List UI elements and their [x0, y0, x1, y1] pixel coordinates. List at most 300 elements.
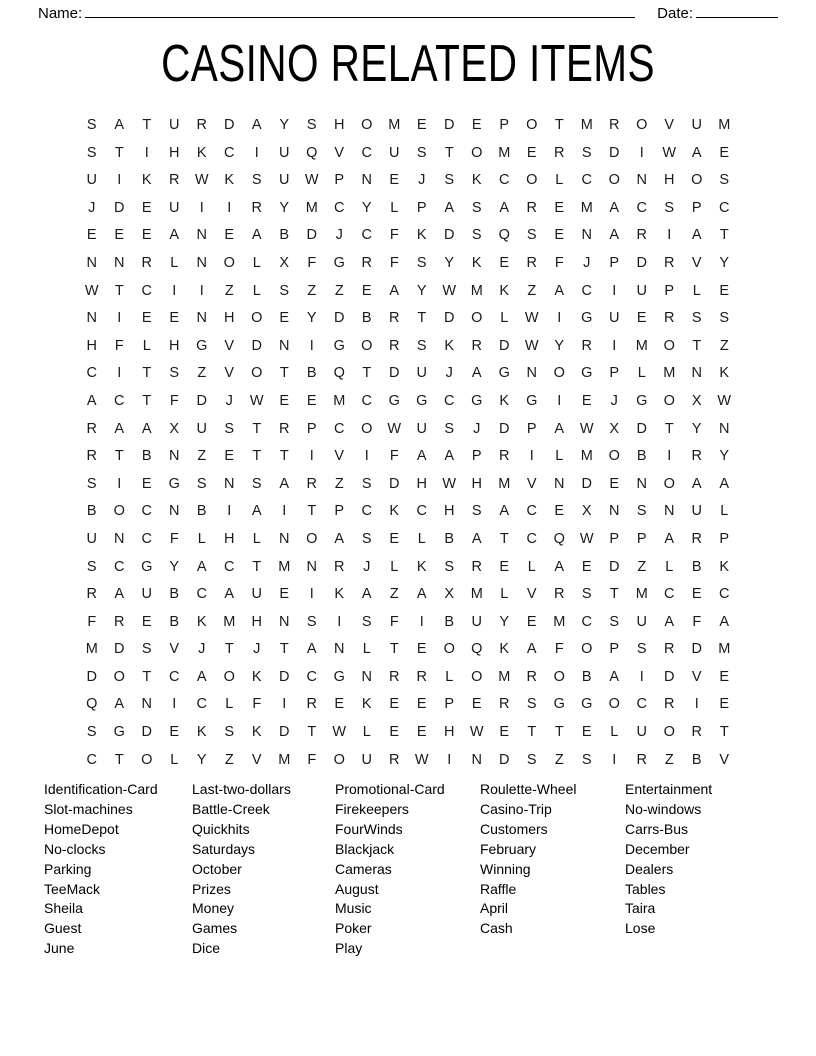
grid-letter[interactable]: H — [86, 337, 97, 354]
grid-letter[interactable]: A — [499, 503, 510, 520]
grid-letter[interactable]: H — [251, 613, 262, 630]
grid-letter[interactable]: H — [224, 310, 235, 327]
grid-letter[interactable]: T — [252, 448, 262, 465]
grid-letter[interactable]: S — [691, 310, 702, 327]
grid-letter[interactable]: E — [141, 310, 152, 327]
grid-letter[interactable]: N — [664, 503, 675, 520]
grid-letter[interactable]: Y — [196, 751, 207, 768]
word-bank-item[interactable]: Taira — [625, 900, 656, 917]
grid-letter[interactable]: M — [278, 751, 291, 768]
word-bank-item[interactable]: Sheila — [44, 900, 83, 917]
grid-letter[interactable]: O — [636, 117, 648, 133]
grid-letter[interactable]: O — [141, 751, 153, 768]
grid-letter[interactable]: G — [581, 310, 593, 327]
grid-letter[interactable]: F — [554, 254, 564, 271]
grid-letter[interactable]: A — [444, 448, 455, 465]
word-bank-item[interactable]: Raffle — [480, 880, 517, 897]
grid-letter[interactable]: V — [526, 586, 537, 603]
word-bank-item[interactable]: Saturdays — [192, 840, 256, 857]
grid-letter[interactable]: X — [691, 392, 702, 409]
grid-letter[interactable]: I — [309, 586, 314, 603]
grid-letter[interactable]: G — [113, 724, 125, 741]
grid-letter[interactable]: B — [196, 503, 207, 520]
grid-letter[interactable]: O — [663, 337, 675, 354]
grid-letter[interactable]: L — [417, 530, 426, 547]
word-bank-item[interactable]: Last-two-dollars — [192, 781, 291, 797]
grid-letter[interactable]: Z — [334, 282, 344, 299]
grid-letter[interactable]: R — [609, 117, 620, 133]
grid-letter[interactable]: S — [251, 172, 262, 189]
grid-letter[interactable]: L — [500, 586, 509, 603]
grid-letter[interactable]: O — [113, 668, 125, 685]
grid-letter[interactable]: Y — [279, 117, 290, 133]
grid-letter[interactable]: J — [583, 254, 591, 271]
grid-letter[interactable]: U — [86, 530, 97, 547]
grid-letter[interactable]: Z — [197, 448, 207, 465]
grid-letter[interactable]: O — [223, 254, 235, 271]
grid-letter[interactable]: O — [361, 420, 373, 437]
grid-letter[interactable]: Y — [169, 558, 180, 575]
grid-letter[interactable]: P — [664, 282, 675, 299]
grid-letter[interactable]: O — [361, 117, 373, 133]
grid-letter[interactable]: U — [609, 310, 620, 327]
grid-letter[interactable]: U — [361, 751, 372, 768]
grid-letter[interactable]: L — [637, 365, 646, 382]
grid-letter[interactable]: A — [691, 144, 702, 161]
word-bank-item[interactable]: Quickhits — [192, 820, 250, 837]
grid-letter[interactable]: V — [334, 448, 345, 465]
name-input-line[interactable] — [85, 4, 635, 18]
grid-letter[interactable]: C — [636, 696, 647, 713]
grid-letter[interactable]: G — [416, 392, 428, 409]
grid-letter[interactable]: A — [554, 420, 565, 437]
grid-letter[interactable]: A — [196, 558, 207, 575]
grid-letter[interactable]: S — [581, 144, 592, 161]
grid-letter[interactable]: T — [362, 365, 372, 382]
word-bank-item[interactable]: August — [335, 880, 379, 897]
grid-letter[interactable]: M — [718, 641, 731, 658]
word-bank-item[interactable]: Tables — [625, 880, 666, 897]
grid-letter[interactable]: R — [664, 254, 675, 271]
grid-letter[interactable]: T — [142, 117, 152, 133]
grid-letter[interactable]: K — [499, 641, 510, 658]
grid-letter[interactable]: W — [84, 282, 99, 299]
word-bank-item[interactable]: Slot-machines — [44, 800, 133, 817]
grid-letter[interactable]: U — [251, 586, 262, 603]
grid-letter[interactable]: S — [86, 558, 97, 575]
grid-letter[interactable]: Q — [498, 227, 510, 244]
grid-letter[interactable]: N — [114, 254, 125, 271]
grid-letter[interactable]: S — [444, 558, 455, 575]
grid-letter[interactable]: D — [389, 475, 400, 492]
grid-letter[interactable]: E — [554, 199, 565, 216]
grid-letter[interactable]: C — [114, 392, 125, 409]
word-bank-item[interactable]: No-windows — [625, 800, 702, 817]
grid-letter[interactable]: T — [114, 448, 124, 465]
grid-letter[interactable]: A — [471, 365, 482, 382]
grid-letter[interactable]: D — [389, 365, 400, 382]
grid-letter[interactable]: E — [114, 227, 125, 244]
grid-letter[interactable]: L — [665, 558, 674, 575]
grid-letter[interactable]: T — [609, 586, 619, 603]
grid-letter[interactable]: F — [692, 613, 702, 630]
grid-letter[interactable]: M — [498, 475, 511, 492]
grid-letter[interactable]: L — [170, 751, 179, 768]
grid-letter[interactable]: W — [579, 420, 594, 437]
grid-letter[interactable]: Z — [197, 365, 207, 382]
grid-letter[interactable]: P — [691, 199, 702, 216]
grid-letter[interactable]: O — [471, 668, 483, 685]
grid-letter[interactable]: R — [554, 144, 565, 161]
word-bank-item[interactable]: Carrs-Bus — [625, 820, 689, 837]
grid-letter[interactable]: T — [499, 530, 509, 547]
word-bank-item[interactable]: Money — [192, 900, 235, 917]
grid-letter[interactable]: P — [526, 420, 537, 437]
grid-letter[interactable]: A — [719, 613, 730, 630]
grid-letter[interactable]: R — [196, 117, 207, 133]
grid-letter[interactable]: C — [361, 144, 372, 161]
grid-letter[interactable]: E — [389, 696, 400, 713]
grid-letter[interactable]: N — [636, 475, 647, 492]
grid-letter[interactable]: R — [114, 613, 125, 630]
grid-letter[interactable]: Z — [664, 751, 674, 768]
grid-letter[interactable]: I — [419, 613, 424, 630]
word-bank-item[interactable]: Customers — [480, 820, 548, 837]
grid-letter[interactable]: C — [361, 227, 372, 244]
grid-letter[interactable]: A — [691, 227, 702, 244]
grid-letter[interactable]: O — [691, 172, 703, 189]
grid-letter[interactable]: R — [389, 337, 400, 354]
grid-letter[interactable]: S — [279, 282, 290, 299]
grid-letter[interactable]: D — [279, 668, 290, 685]
grid-letter[interactable]: S — [719, 172, 730, 189]
grid-letter[interactable]: G — [636, 392, 648, 409]
grid-letter[interactable]: Y — [279, 199, 290, 216]
grid-letter[interactable]: A — [719, 475, 730, 492]
grid-letter[interactable]: E — [719, 144, 730, 161]
grid-letter[interactable]: F — [307, 751, 317, 768]
grid-letter[interactable]: S — [169, 365, 180, 382]
grid-letter[interactable]: D — [664, 668, 675, 685]
grid-letter[interactable]: S — [86, 475, 97, 492]
word-bank-item[interactable]: Games — [192, 920, 238, 937]
grid-letter[interactable]: E — [306, 392, 317, 409]
grid-letter[interactable]: R — [691, 530, 702, 547]
grid-letter[interactable]: N — [279, 337, 290, 354]
grid-letter[interactable]: D — [306, 227, 317, 244]
grid-letter[interactable]: J — [88, 199, 96, 216]
grid-letter[interactable]: B — [169, 586, 180, 603]
grid-letter[interactable]: R — [691, 448, 702, 465]
grid-letter[interactable]: T — [554, 724, 564, 741]
grid-letter[interactable]: X — [444, 586, 455, 603]
grid-letter[interactable]: T — [417, 310, 427, 327]
grid-letter[interactable]: T — [114, 751, 124, 768]
grid-letter[interactable]: S — [361, 475, 372, 492]
grid-letter[interactable]: O — [581, 641, 593, 658]
grid-letter[interactable]: O — [553, 365, 565, 382]
grid-letter[interactable]: T — [252, 558, 262, 575]
grid-letter[interactable]: A — [279, 475, 290, 492]
grid-letter[interactable]: C — [86, 365, 97, 382]
grid-letter[interactable]: V — [691, 254, 702, 271]
grid-letter[interactable]: M — [635, 586, 648, 603]
grid-letter[interactable]: C — [499, 172, 510, 189]
grid-letter[interactable]: N — [279, 613, 290, 630]
grid-letter[interactable]: A — [114, 420, 125, 437]
grid-letter[interactable]: L — [252, 254, 261, 271]
grid-letter[interactable]: D — [86, 668, 97, 685]
grid-letter[interactable]: J — [198, 641, 206, 658]
grid-letter[interactable]: O — [471, 310, 483, 327]
grid-letter[interactable]: D — [196, 392, 207, 409]
grid-letter[interactable]: E — [719, 696, 730, 713]
grid-letter[interactable]: S — [306, 613, 317, 630]
grid-letter[interactable]: D — [334, 310, 345, 327]
grid-letter[interactable]: C — [141, 530, 152, 547]
grid-letter[interactable]: M — [388, 117, 401, 133]
grid-letter[interactable]: R — [279, 420, 290, 437]
grid-letter[interactable]: S — [526, 696, 537, 713]
grid-letter[interactable]: E — [361, 282, 372, 299]
grid-letter[interactable]: J — [363, 558, 371, 575]
grid-letter[interactable]: R — [526, 254, 537, 271]
grid-letter[interactable]: J — [610, 392, 618, 409]
grid-letter[interactable]: V — [169, 641, 180, 658]
grid-letter[interactable]: M — [663, 365, 676, 382]
grid-letter[interactable]: G — [553, 696, 565, 713]
grid-letter[interactable]: R — [389, 751, 400, 768]
grid-letter[interactable]: K — [416, 227, 427, 244]
grid-letter[interactable]: S — [224, 724, 235, 741]
grid-letter[interactable]: S — [581, 586, 592, 603]
grid-letter[interactable]: O — [333, 751, 345, 768]
grid-letter[interactable]: B — [279, 227, 290, 244]
grid-letter[interactable]: U — [636, 724, 647, 741]
grid-letter[interactable]: M — [333, 392, 346, 409]
grid-letter[interactable]: T — [444, 144, 454, 161]
grid-letter[interactable]: F — [169, 392, 179, 409]
grid-letter[interactable]: N — [691, 365, 702, 382]
grid-letter[interactable]: T — [692, 337, 702, 354]
grid-letter[interactable]: N — [361, 668, 372, 685]
grid-letter[interactable]: W — [387, 420, 402, 437]
grid-letter[interactable]: U — [636, 613, 647, 630]
grid-letter[interactable]: R — [251, 199, 262, 216]
grid-letter[interactable]: I — [309, 448, 314, 465]
grid-letter[interactable]: R — [664, 310, 675, 327]
grid-letter[interactable]: L — [362, 641, 371, 658]
grid-letter[interactable]: E — [499, 724, 510, 741]
grid-letter[interactable]: O — [443, 641, 455, 658]
grid-letter[interactable]: I — [117, 365, 122, 382]
grid-letter[interactable]: F — [389, 254, 399, 271]
grid-letter[interactable]: L — [610, 724, 619, 741]
grid-letter[interactable]: E — [224, 227, 235, 244]
grid-letter[interactable]: A — [389, 282, 400, 299]
grid-letter[interactable]: F — [87, 613, 97, 630]
grid-letter[interactable]: D — [279, 724, 290, 741]
grid-letter[interactable]: A — [251, 117, 262, 133]
grid-letter[interactable]: E — [279, 586, 290, 603]
grid-letter[interactable]: R — [361, 254, 372, 271]
grid-letter[interactable]: I — [557, 392, 562, 409]
grid-letter[interactable]: D — [141, 724, 152, 741]
grid-letter[interactable]: S — [224, 420, 235, 437]
grid-letter[interactable]: X — [169, 420, 180, 437]
grid-letter[interactable]: O — [663, 724, 675, 741]
grid-letter[interactable]: A — [141, 420, 152, 437]
grid-letter[interactable]: V — [691, 668, 702, 685]
grid-letter[interactable]: I — [364, 448, 369, 465]
grid-letter[interactable]: R — [499, 696, 510, 713]
grid-letter[interactable]: H — [444, 724, 455, 741]
grid-letter[interactable]: E — [471, 696, 482, 713]
grid-letter[interactable]: I — [639, 668, 644, 685]
grid-letter[interactable]: B — [444, 530, 455, 547]
grid-letter[interactable]: V — [224, 337, 235, 354]
grid-letter[interactable]: S — [471, 199, 482, 216]
grid-letter[interactable]: U — [169, 199, 180, 216]
grid-letter[interactable]: S — [306, 117, 317, 133]
word-bank-item[interactable]: Promotional-Card — [335, 781, 445, 797]
grid-letter[interactable]: A — [306, 641, 317, 658]
grid-letter[interactable]: S — [86, 144, 97, 161]
grid-letter[interactable]: N — [169, 448, 180, 465]
grid-letter[interactable]: L — [390, 558, 399, 575]
grid-letter[interactable]: M — [635, 337, 648, 354]
grid-letter[interactable]: D — [609, 558, 620, 575]
grid-letter[interactable]: K — [389, 503, 400, 520]
grid-letter[interactable]: S — [636, 641, 647, 658]
grid-letter[interactable]: Z — [527, 282, 537, 299]
grid-letter[interactable]: U — [389, 144, 400, 161]
grid-letter[interactable]: E — [169, 724, 180, 741]
grid-letter[interactable]: Y — [416, 282, 427, 299]
grid-letter[interactable]: A — [114, 696, 125, 713]
grid-letter[interactable]: K — [416, 558, 427, 575]
grid-letter[interactable]: A — [334, 530, 345, 547]
word-bank-item[interactable]: Prizes — [192, 880, 231, 897]
grid-letter[interactable]: I — [694, 696, 699, 713]
grid-letter[interactable]: Q — [86, 696, 98, 713]
grid-letter[interactable]: R — [141, 254, 152, 271]
grid-letter[interactable]: J — [253, 641, 261, 658]
grid-letter[interactable]: S — [416, 254, 427, 271]
grid-letter[interactable]: C — [444, 392, 455, 409]
grid-letter[interactable]: P — [636, 530, 647, 547]
word-bank-item[interactable]: Dealers — [625, 860, 674, 877]
grid-letter[interactable]: N — [554, 475, 565, 492]
grid-letter[interactable]: L — [390, 199, 399, 216]
grid-letter[interactable]: A — [554, 282, 565, 299]
grid-letter[interactable]: C — [334, 199, 345, 216]
grid-letter[interactable]: I — [172, 282, 177, 299]
grid-letter[interactable]: J — [335, 227, 343, 244]
grid-letter[interactable]: G — [471, 392, 483, 409]
word-bank-item[interactable]: Cash — [480, 920, 513, 937]
grid-letter[interactable]: D — [444, 117, 455, 133]
grid-letter[interactable]: A — [251, 503, 262, 520]
grid-letter[interactable]: Q — [553, 530, 565, 547]
grid-letter[interactable]: U — [196, 420, 207, 437]
grid-letter[interactable]: W — [332, 724, 347, 741]
grid-letter[interactable]: Y — [554, 337, 565, 354]
grid-letter[interactable]: C — [224, 558, 235, 575]
grid-letter[interactable]: O — [251, 365, 263, 382]
grid-letter[interactable]: R — [636, 227, 647, 244]
grid-letter[interactable]: G — [581, 365, 593, 382]
grid-letter[interactable]: N — [196, 227, 207, 244]
grid-letter[interactable]: I — [612, 337, 617, 354]
grid-letter[interactable]: W — [414, 751, 429, 768]
grid-letter[interactable]: I — [667, 448, 672, 465]
grid-letter[interactable]: R — [526, 668, 537, 685]
grid-letter[interactable]: I — [227, 199, 232, 216]
grid-letter[interactable]: A — [224, 586, 235, 603]
grid-letter[interactable]: C — [416, 503, 427, 520]
grid-letter[interactable]: R — [334, 558, 345, 575]
grid-letter[interactable]: Z — [334, 475, 344, 492]
grid-letter[interactable]: K — [196, 144, 207, 161]
grid-letter[interactable]: U — [691, 503, 702, 520]
grid-letter[interactable]: Y — [361, 199, 372, 216]
grid-letter[interactable]: Y — [499, 613, 510, 630]
grid-letter[interactable]: Z — [637, 558, 647, 575]
grid-letter[interactable]: T — [252, 420, 262, 437]
word-bank-item[interactable]: February — [480, 840, 537, 857]
grid-letter[interactable]: R — [169, 172, 180, 189]
word-bank-item[interactable]: Lose — [625, 920, 656, 937]
grid-letter[interactable]: B — [691, 751, 702, 768]
grid-letter[interactable]: F — [389, 613, 399, 630]
grid-letter[interactable]: I — [199, 282, 204, 299]
grid-letter[interactable]: E — [636, 310, 647, 327]
grid-letter[interactable]: F — [307, 254, 317, 271]
grid-letter[interactable]: I — [117, 310, 122, 327]
grid-letter[interactable]: T — [307, 503, 317, 520]
grid-letter[interactable]: A — [251, 227, 262, 244]
grid-letter[interactable]: L — [225, 696, 234, 713]
grid-letter[interactable]: E — [389, 530, 400, 547]
grid-letter[interactable]: P — [416, 199, 427, 216]
grid-letter[interactable]: I — [557, 310, 562, 327]
grid-letter[interactable]: O — [608, 448, 620, 465]
grid-letter[interactable]: B — [444, 613, 455, 630]
grid-letter[interactable]: H — [224, 530, 235, 547]
grid-letter[interactable]: T — [224, 641, 234, 658]
grid-letter[interactable]: O — [251, 310, 263, 327]
grid-letter[interactable]: Y — [691, 420, 702, 437]
grid-letter[interactable]: S — [526, 227, 537, 244]
grid-letter[interactable]: D — [499, 751, 510, 768]
grid-letter[interactable]: A — [444, 199, 455, 216]
grid-letter[interactable]: C — [526, 503, 537, 520]
grid-letter[interactable]: M — [580, 448, 593, 465]
grid-letter[interactable]: O — [471, 144, 483, 161]
grid-letter[interactable]: O — [306, 530, 318, 547]
grid-letter[interactable]: W — [194, 172, 209, 189]
grid-letter[interactable]: I — [282, 503, 287, 520]
grid-letter[interactable]: E — [389, 724, 400, 741]
grid-letter[interactable]: X — [581, 503, 592, 520]
grid-letter[interactable]: D — [636, 420, 647, 437]
grid-letter[interactable]: S — [196, 475, 207, 492]
grid-letter[interactable]: T — [279, 641, 289, 658]
grid-letter[interactable]: C — [664, 586, 675, 603]
grid-letter[interactable]: J — [473, 420, 481, 437]
grid-letter[interactable]: L — [252, 282, 261, 299]
